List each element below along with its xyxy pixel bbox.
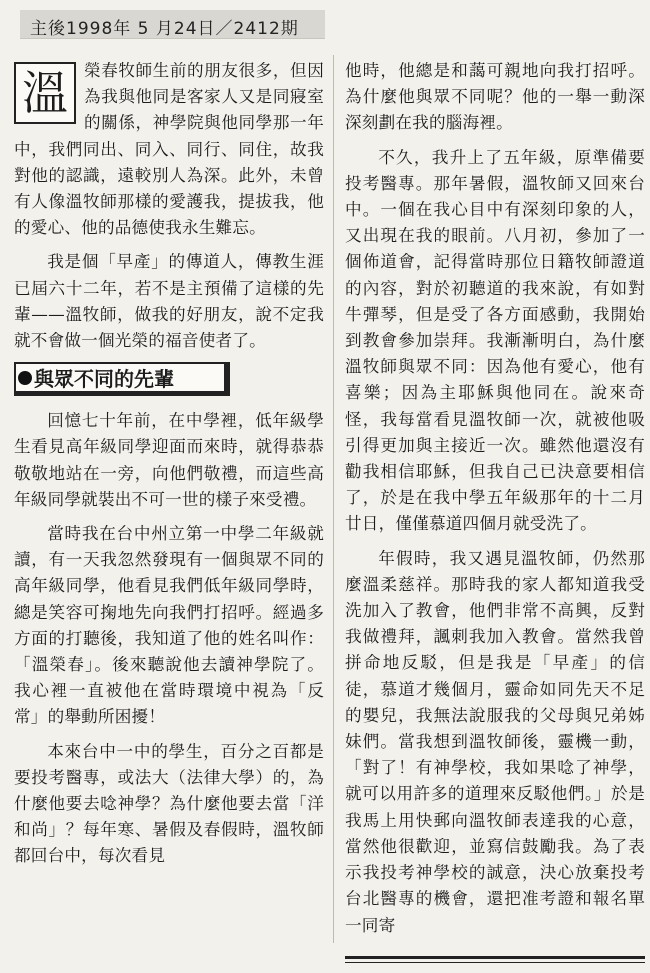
right-paragraph-1: 他時，他總是和藹可親地向我打招呼。為什麼他與眾不同呢？他的一舉一動深深刻劃在我的腦海裡。: [345, 61, 645, 133]
section-heading: [14, 362, 230, 396]
drop-cap: 溫: [14, 62, 76, 124]
right-column: [345, 58, 645, 947]
left-column: [14, 58, 324, 878]
bullet-icon: [18, 371, 32, 385]
right-paragraph-3: 年假時，我又遇見溫牧師，仍然那麼溫柔慈祥。那時我的家人都知道我受洗加入了教會，他們非常不高興，反對我做禮拜，諷刺我加入教會。當然我曾拼命地反駁，但是我是「早產」的信徒，慕道才幾個月，靈命如同先天不足的嬰兒，我無法說服我的父母與兄弟姊妹們。當我想到溫牧師後，靈機一動，「對了！有神學校，我如果唸了神學，就可以用許多的道理來反駁他們。」於是我馬上用快郵向溫牧師表達我的心意，當然他很歡迎，並寫信鼓勵我。為了表示我投考神學校的誠意，決心放棄投考台北醫專的機會，還把准考證和報名單一同寄: [345, 548, 645, 935]
bottom-rule-thin: [345, 962, 645, 963]
intro-paragraph: 榮春牧師生前的朋友很多，但因為我與他同是客家人又是同寢室的關係，神學院與他同學那一年中，我們同出、同入、同行、同住，故我對他的認識，遠較別人為深。此外，未曾有人像溫牧師那樣的愛護我，提拔我，他的愛心、他的品德使我永生難忘。: [14, 61, 324, 238]
section-heading-text: 與眾不同的先輩: [34, 367, 174, 392]
issue-date: 主後1998年 5 月24日／2412期: [30, 19, 299, 39]
right-paragraph-2: 不久，我升上了五年級，原準備要投考醫專。那年暑假，溫牧師又回來台中。一個在我心目中有深刻印象的人，又出現在我的眼前。八月初，參加了一個佈道會，記得當時那位日籍牧師證道的內容，對於初聽道的我來說，有如對牛彈琴，但是受了各方面感動，我開始到教會參加崇拜。我漸漸明白，為什麼溫牧師與眾不同：因為他有愛心，他有喜樂；因為主耶穌與他同在。說來奇怪，我每當看見溫牧師一次，就被他吸引得更加與主接近一次。雖然他還沒有勸我相信耶穌，但我自己已決意要相信了，於是在我中學五年級那年的十二月廿日，僅僅慕道四個月就受洗了。: [345, 147, 645, 534]
paragraph-5: 本來台中一中的學生，百分之百都是要投考醫專，或法大（法律大學）的，為什麼他要去唸神學？為什麼他要去當「洋和尚」？每年寒、暑假及春假時，溫牧師都回台中，每次看見: [14, 741, 324, 866]
column-divider: [333, 55, 334, 943]
paragraph-4: 當時我在台中州立第一中學二年級就讀，有一天我忽然發現有一個與眾不同的高年級同學，他看見我們低年級同學時，總是笑容可掬地先向我們打招呼。經過多方面的打聽後，我知道了他的姓名叫作：「溫榮春」。後來聽說他去讀神學院了。我心裡一直被他在當時環境中視為「反常」的舉動所困擾！: [14, 524, 324, 727]
paragraph-2: 我是個「早產」的傳道人，傳教生涯已屆六十二年，若不是主預備了這樣的先輩——溫牧師，做我的好朋友，說不定我就不會做一個光榮的福音使者了。: [14, 252, 324, 351]
paragraph-3: 回憶七十年前，在中學裡，低年級學生看見高年級同學迎面而來時，就得恭恭敬敬地站在一旁，向他們敬禮，而這些高年級同學就裝出不可一世的樣子來受禮。: [14, 411, 324, 509]
issue-header: [20, 10, 325, 39]
intro-block: [14, 58, 324, 241]
bottom-rule: [345, 956, 645, 959]
